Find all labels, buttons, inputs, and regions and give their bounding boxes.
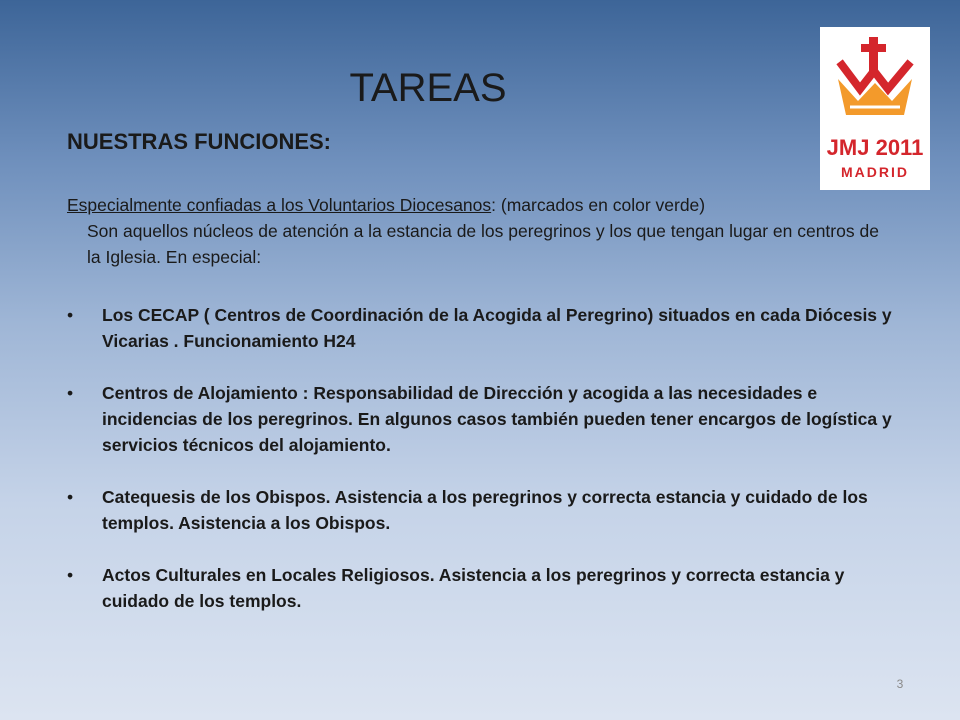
slide-title: TAREAS (349, 66, 507, 110)
intro-description: Son aquellos núcleos de atención a la estancia de los peregrinos y los que tengan lugar en centros de la Iglesia. En especial: (87, 221, 879, 267)
slide-content (67, 192, 897, 640)
list-item: • Actos Culturales en Locales Religiosos. Asistencia a los peregrinos y correcta estancia y cuidado de los templos. (67, 562, 897, 614)
intro-heading-line (67, 192, 897, 218)
jmj-2011-logo (820, 27, 930, 190)
list-item: • Los CECAP ( Centros de Coordinación de la Acogida al Peregrino) situados en cada Diócesis y Vicarias . Funcionamiento H24 (67, 302, 897, 354)
intro-block (67, 192, 897, 270)
list-item: • Centros de Alojamiento : Responsabilidad de Dirección y acogida a las necesidades e incidencias de los peregrinos. En algunos casos también pueden tener encargos de logística y servicios técnicos del alojamiento. (67, 380, 897, 458)
cross-horizontal (861, 44, 886, 52)
intro-heading-note: : (marcados en color verde) (491, 195, 706, 215)
section-subtitle: NUESTRAS FUNCIONES: (67, 129, 332, 154)
page-number: 3 (896, 677, 904, 691)
logo-text-jmj: JMJ 2011 (826, 135, 924, 160)
jmj-logo-graphic (820, 27, 930, 190)
list-item: • Catequesis de los Obispos. Asistencia a los peregrinos y correcta estancia y cuidado de los templos. Asistencia a los Obispos. (67, 484, 897, 536)
crown-orange-body (838, 79, 912, 115)
functions-list (67, 302, 897, 614)
logo-text-madrid: MADRID (841, 164, 909, 180)
intro-heading: Especialmente confiadas a los Voluntarios Diocesanos (67, 195, 492, 215)
